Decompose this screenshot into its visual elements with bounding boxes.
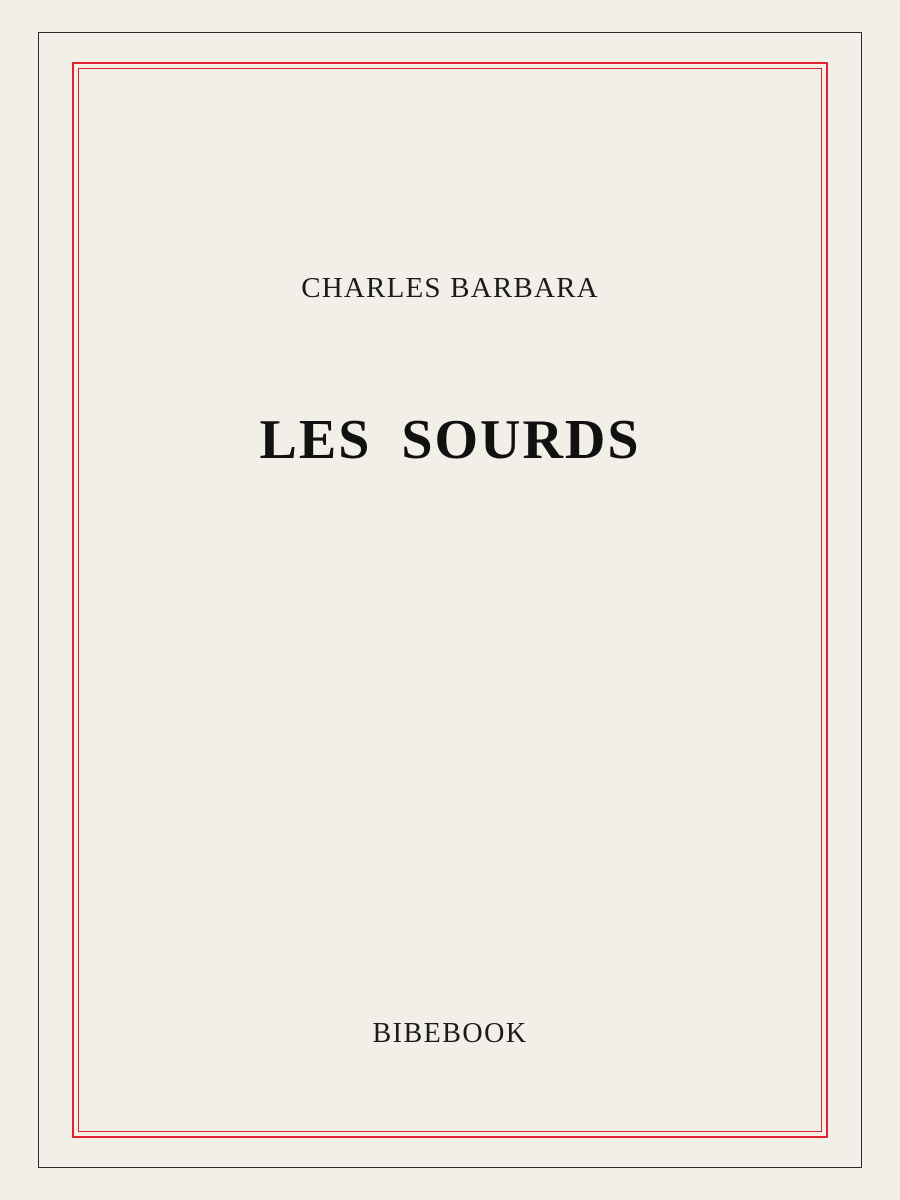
book-title: LES SOURDS (259, 409, 641, 471)
publisher-name: BIBEBOOK (372, 1018, 528, 1049)
author-name: CHARLES BARBARA (301, 272, 599, 304)
cover-content (80, 70, 820, 1130)
